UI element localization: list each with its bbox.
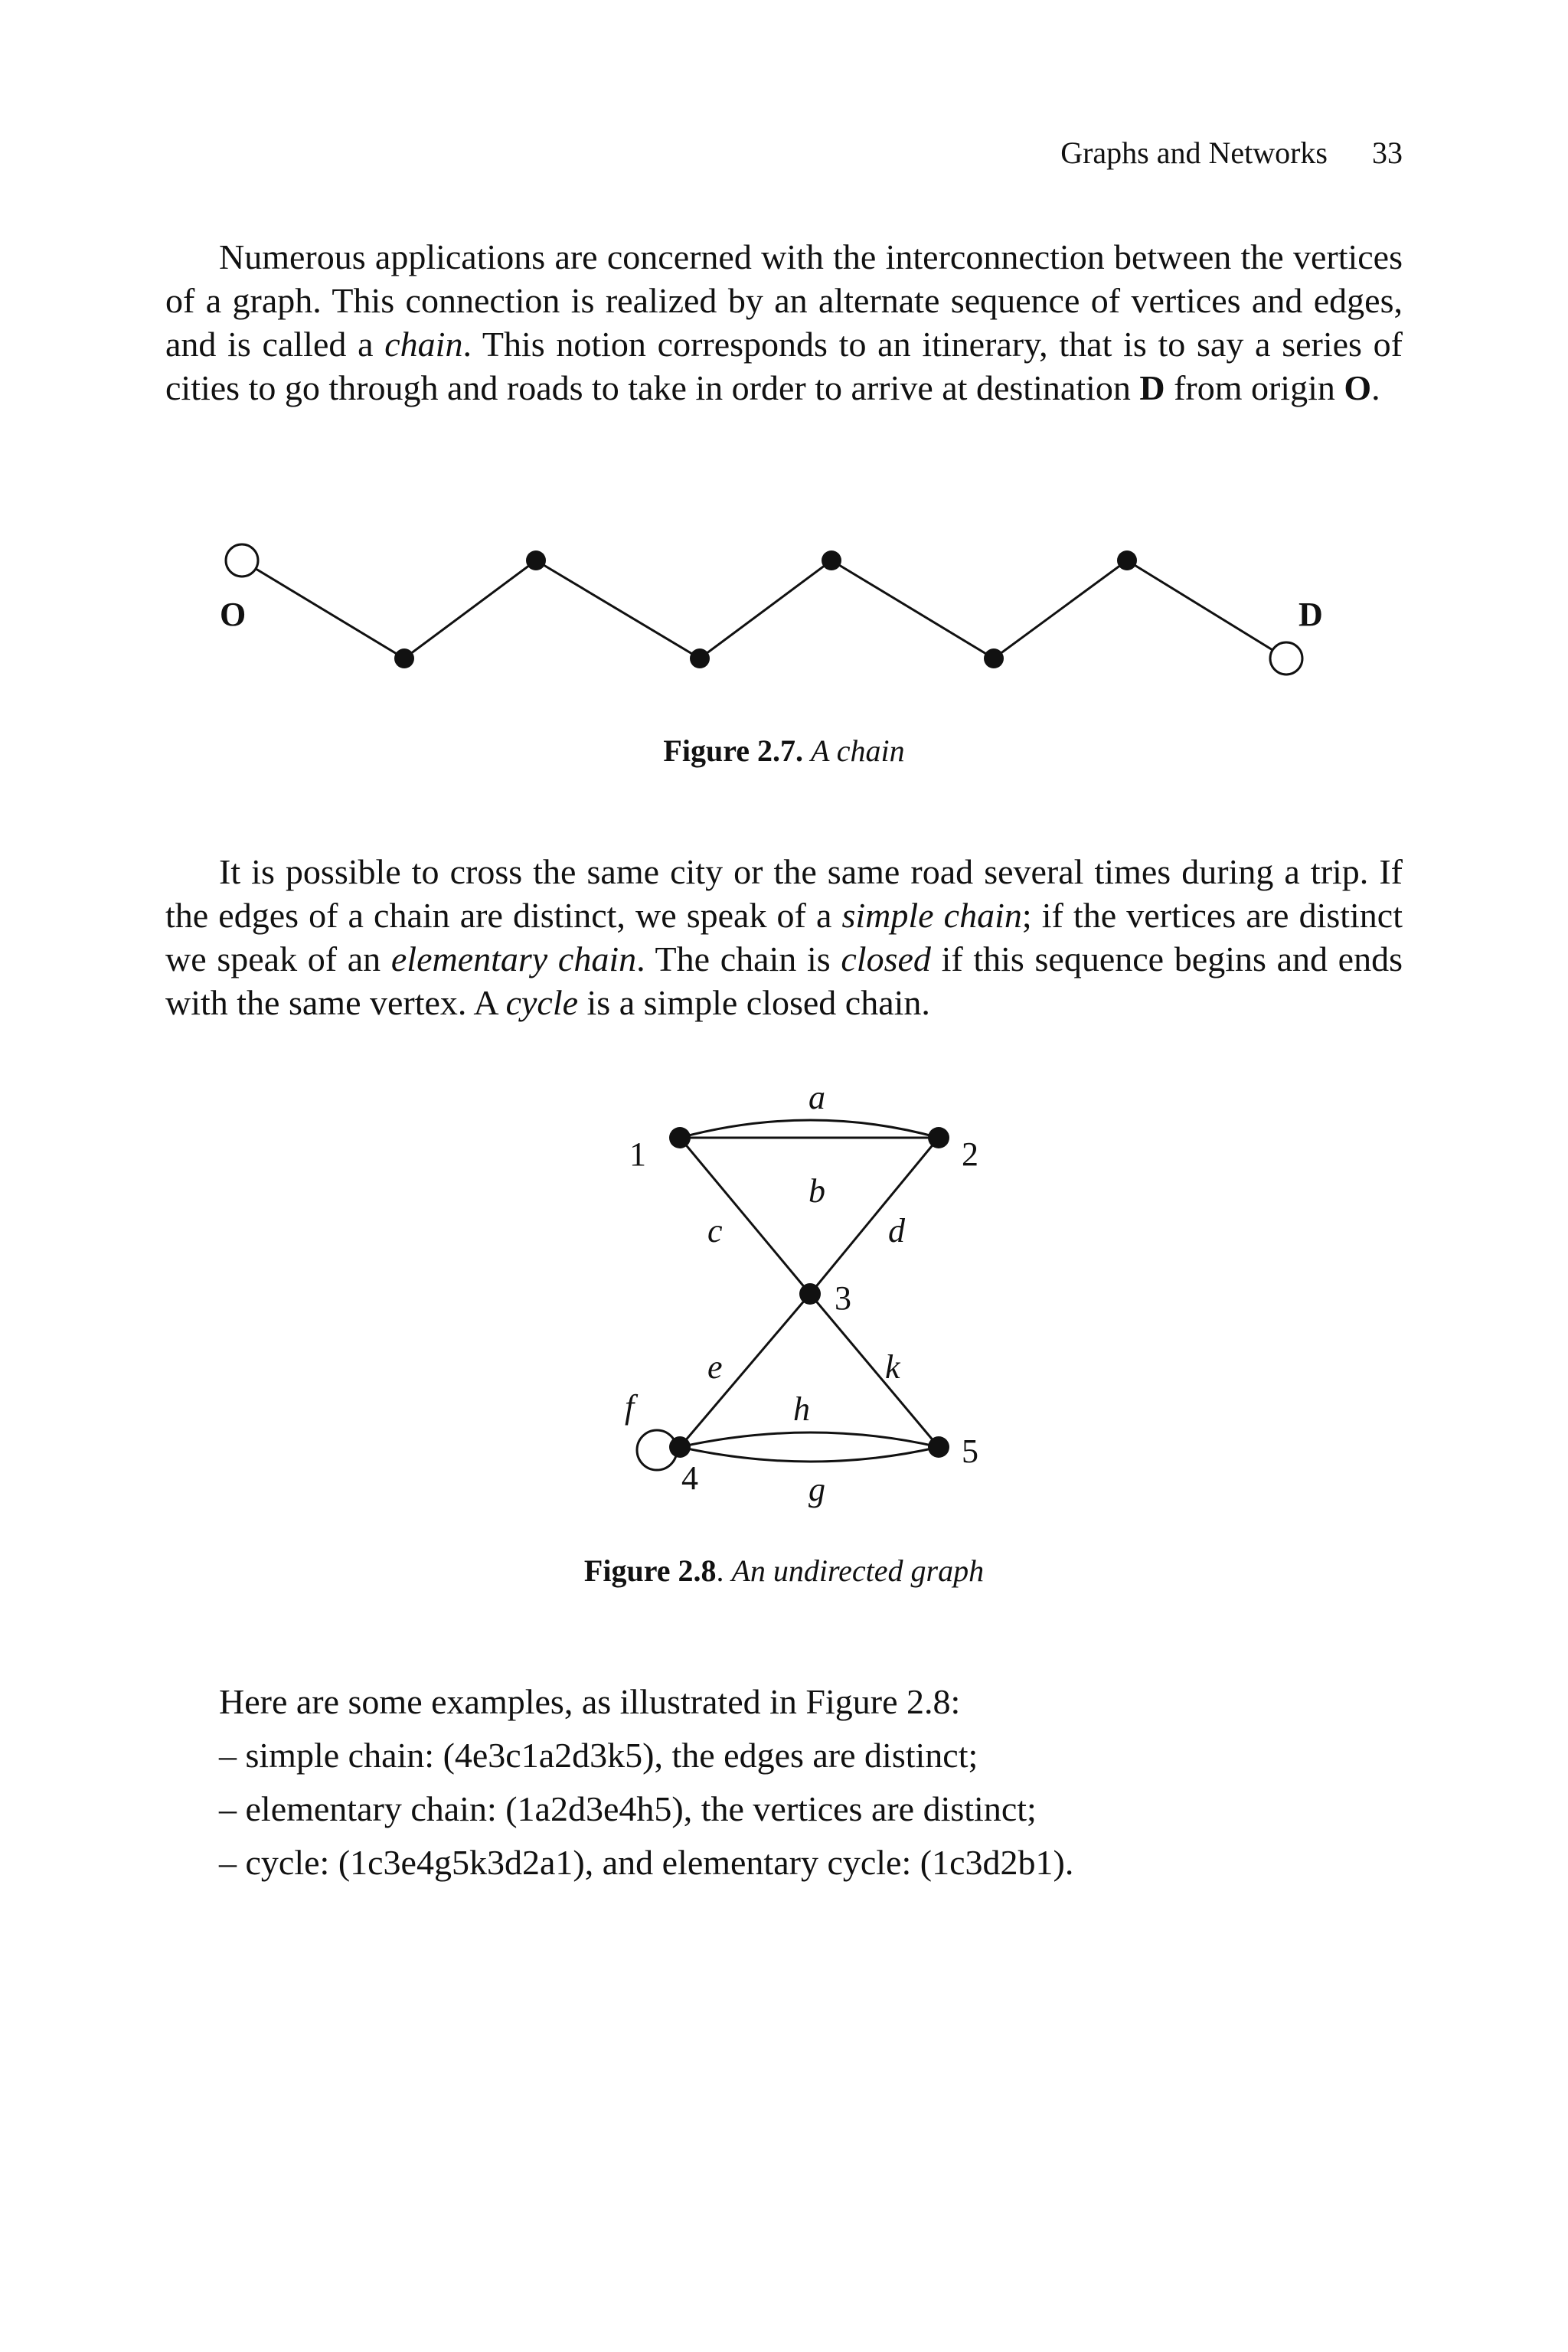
edge-a xyxy=(680,1120,939,1138)
vertex-5 xyxy=(928,1436,949,1458)
example-sequence: (4e3c1a2d3k5) xyxy=(443,1736,655,1775)
para1-text-1: Numerous applications are concerned with the interconnection between the vertices of a graph. This connection is realized by an alternate sequence of vertices and edges, and is called a xyxy=(165,237,1403,364)
edge-label-e: e xyxy=(707,1348,723,1386)
term-simple-chain: simple chain xyxy=(841,896,1022,935)
caption-label: Figure 2.7. xyxy=(663,733,803,768)
term-elementary-chain: elementary chain xyxy=(390,939,637,978)
example-label: – simple chain: xyxy=(219,1736,443,1775)
para2-text-4: if this sequence begins and ends with the same vertex. A xyxy=(165,939,1403,1022)
para2-text-3: . The chain is xyxy=(636,939,841,978)
para2-text-1: It is possible to cross the same city or the same road several times during a trip. If the edges of a chain are distinct, we speak of a xyxy=(165,852,1403,935)
edge-label-d: d xyxy=(888,1212,905,1250)
para2-text-2: ; if the vertices are distinct we speak of an xyxy=(165,896,1403,978)
example-note: , and elementary cycle: xyxy=(584,1843,920,1882)
chain-vertex xyxy=(1117,550,1137,570)
edge-k xyxy=(810,1294,939,1447)
example-note: , the vertices are distinct; xyxy=(683,1789,1037,1828)
edge-d xyxy=(810,1138,939,1294)
vertex-label-3: 3 xyxy=(835,1279,851,1317)
para1-text-2: . This notion corresponds to an itinerary, that is to say a series of cities to go through and roads to take in order to arrive at destination xyxy=(165,325,1403,407)
caption-label: Figure 2.8 xyxy=(583,1553,717,1588)
chain-diagram xyxy=(0,536,1568,704)
vertex-label-1: 1 xyxy=(629,1135,646,1173)
vertex-label-2: 2 xyxy=(962,1135,978,1173)
example-sequence-2: (1c3d2b1) xyxy=(920,1843,1065,1882)
edge-label-b: b xyxy=(808,1172,825,1210)
caption-text: A chain xyxy=(811,733,905,768)
para1-text-3: from origin xyxy=(1165,368,1344,407)
vertex-label-5: 5 xyxy=(962,1432,978,1470)
paragraph-chain-types xyxy=(165,850,1403,1024)
example-simple-chain xyxy=(219,1729,1073,1782)
chain-vertex xyxy=(690,648,710,668)
example-end: . xyxy=(1064,1843,1074,1882)
edge-e xyxy=(680,1294,810,1447)
edge-h xyxy=(680,1432,939,1447)
example-label: – elementary chain: xyxy=(219,1789,506,1828)
edge-label-c: c xyxy=(707,1212,723,1250)
figure-2-8-caption: Figure 2.8. An undirected graph xyxy=(583,1553,985,1588)
running-title: Graphs and Networks xyxy=(1060,136,1328,170)
example-cycle xyxy=(219,1836,1073,1890)
destination-label: D xyxy=(1298,596,1323,633)
destination-ref: D xyxy=(1139,368,1165,407)
vertex-4 xyxy=(669,1436,691,1458)
edge-label-k: k xyxy=(885,1348,900,1386)
figure-undirected-graph xyxy=(0,1072,1568,1531)
term-chain: chain xyxy=(384,325,463,364)
edge-label-a: a xyxy=(808,1079,825,1116)
origin-vertex xyxy=(226,544,258,577)
example-sequence: (1c3e4g5k3d2a1) xyxy=(338,1843,585,1882)
example-sequence: (1a2d3e4h5) xyxy=(505,1789,684,1828)
origin-label: O xyxy=(220,596,247,633)
page-number: 33 xyxy=(1372,136,1403,170)
examples-list xyxy=(219,1675,1073,1890)
edge-c xyxy=(680,1138,810,1294)
vertex-2 xyxy=(928,1127,949,1148)
edge-label-g: g xyxy=(808,1471,825,1508)
running-head xyxy=(1060,135,1403,171)
vertex-1 xyxy=(669,1127,691,1148)
example-note: , the edges are distinct; xyxy=(654,1736,978,1775)
chain-vertex xyxy=(526,550,546,570)
edge-label-f: f xyxy=(625,1388,635,1426)
undirected-graph-diagram xyxy=(0,1072,1568,1531)
chain-edges xyxy=(242,560,1286,658)
term-closed: closed xyxy=(841,939,931,978)
chain-vertex xyxy=(394,648,414,668)
edge-g xyxy=(680,1447,939,1462)
examples-intro: Here are some examples, as illustrated in Figure 2.8: xyxy=(219,1682,961,1721)
figure-chain xyxy=(0,536,1568,704)
vertex-3 xyxy=(799,1283,821,1305)
example-elementary-chain xyxy=(219,1782,1073,1836)
origin-ref: O xyxy=(1344,368,1372,407)
chain-vertex xyxy=(984,648,1004,668)
para1-text-4: . xyxy=(1371,368,1380,407)
figure-2-7-caption xyxy=(0,733,1568,769)
example-label: – cycle: xyxy=(219,1843,338,1882)
caption-text: An undirected graph xyxy=(731,1553,985,1588)
term-cycle: cycle xyxy=(505,983,579,1022)
vertex-label-4: 4 xyxy=(681,1459,698,1497)
destination-vertex xyxy=(1270,642,1302,675)
paragraph-chain-definition xyxy=(165,235,1403,410)
chain-vertex xyxy=(822,550,841,570)
para2-text-5: is a simple closed chain. xyxy=(578,983,930,1022)
edge-label-h: h xyxy=(793,1390,810,1428)
